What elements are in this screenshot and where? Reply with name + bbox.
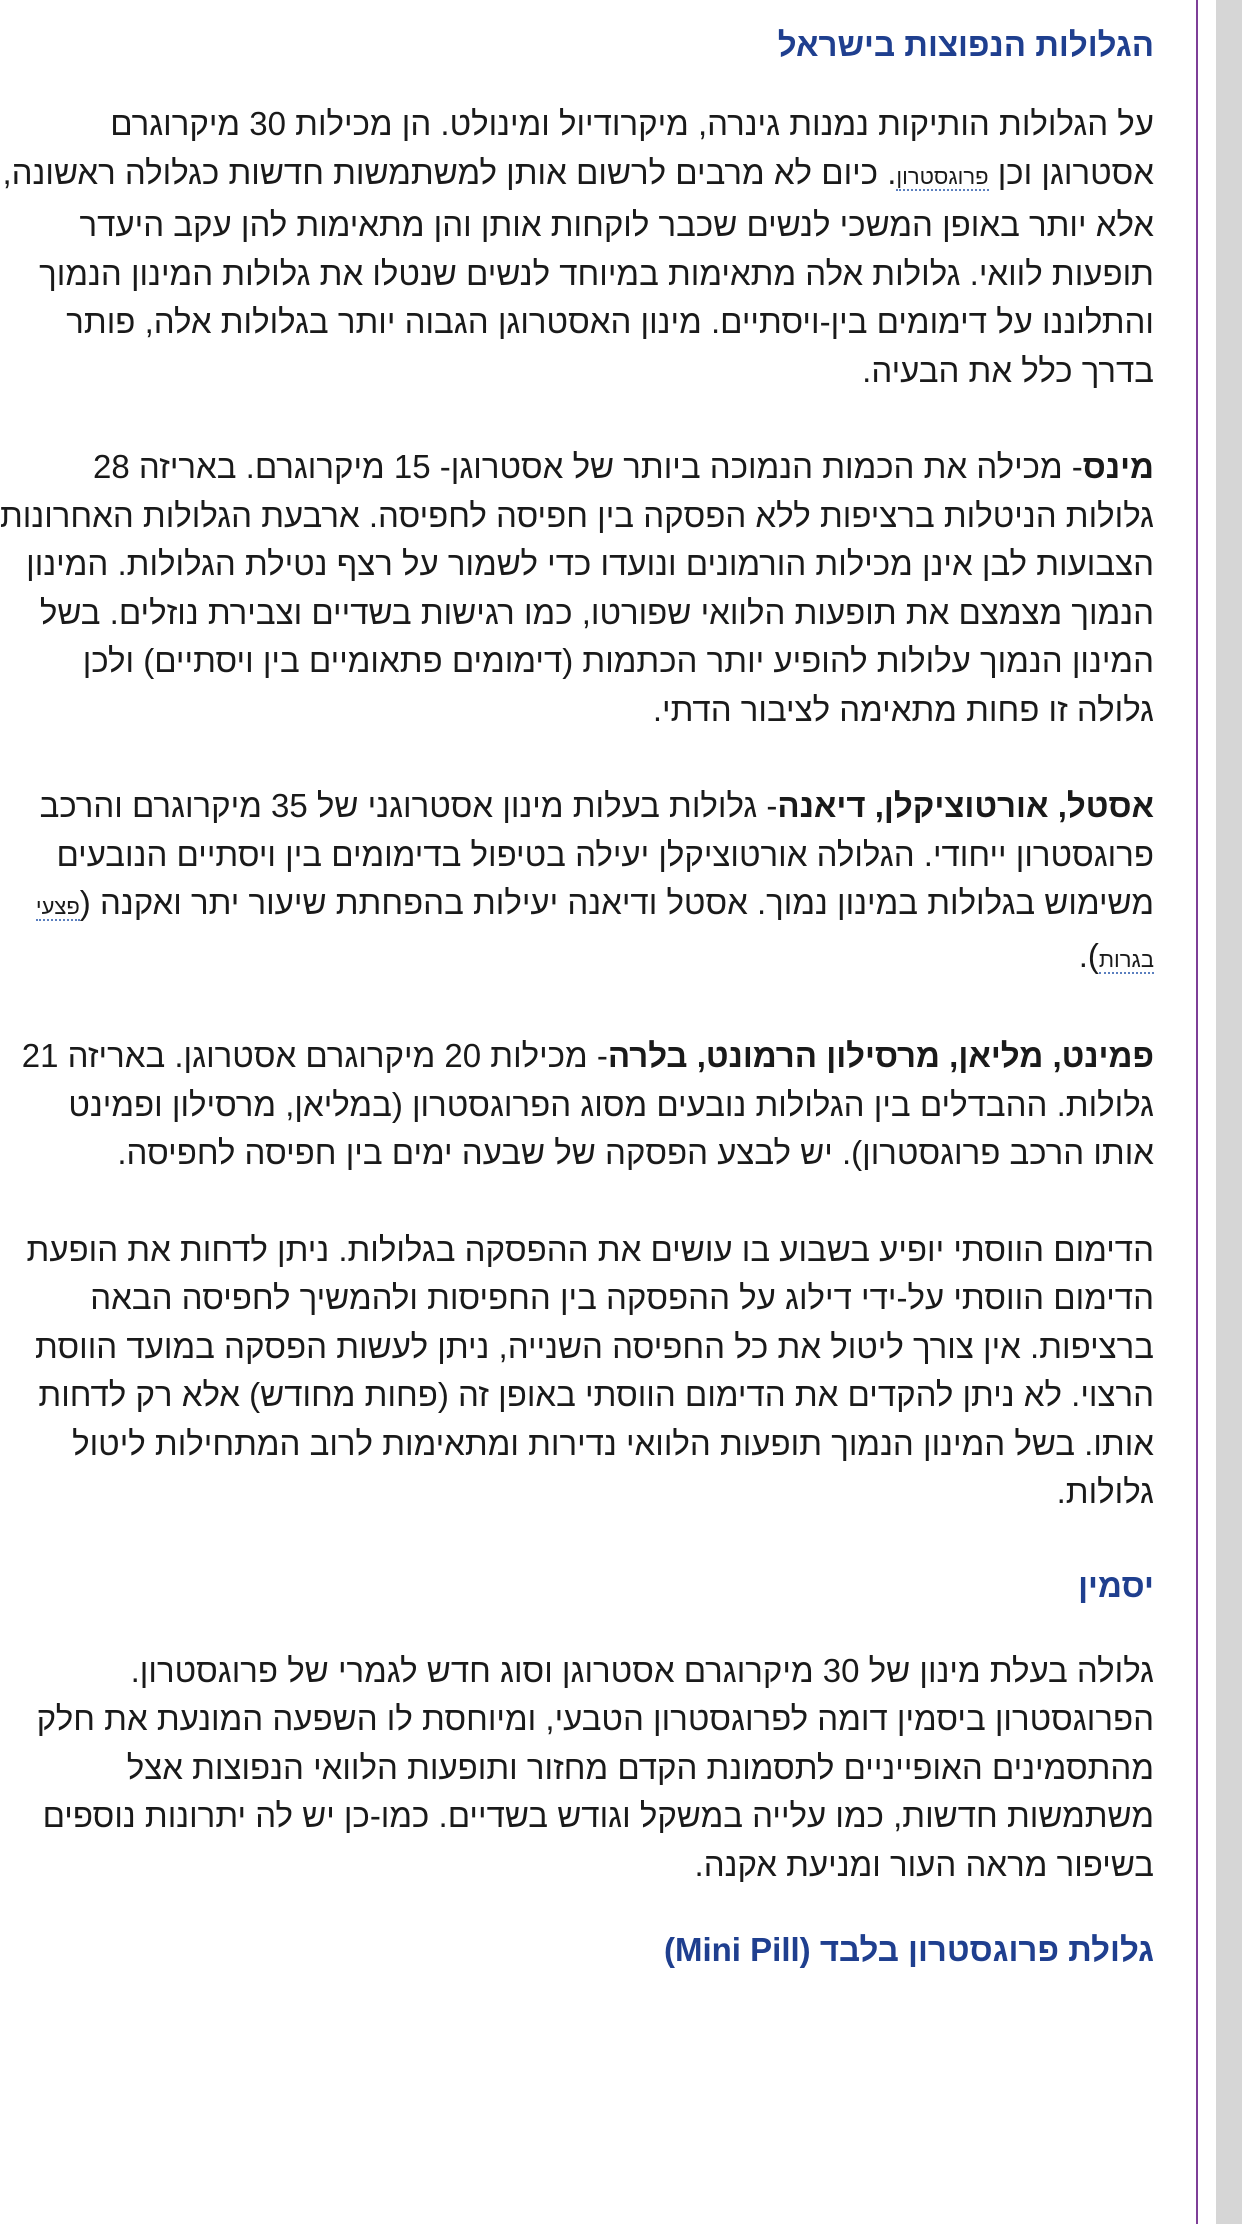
paragraph-estelle — [0, 782, 1154, 984]
paragraph-yasmin: גלולה בעלת מינון של 30 מיקרוגרם אסטרוגן וסוג חדש לגמרי של פרוגסטרון. הפרוגסטרון ביסמין דומה לפרוגסטרון הטבעי, ומיוחסת לו השפעה המונעת את חלק מהתסמינים האופייניים לתסמונת הקדם מחזור ותופעות הלוואי הנפוצות אצל משתמשות חדשות, כמו עלייה במשקל וגודש בשדיים. כמו-כן יש לה יתרונות נוספים בשיפור מראה העור ומניעת אקנה. — [36, 1651, 1154, 1883]
sidebar-gap — [1198, 0, 1216, 2224]
paragraph-text: - מכילה את הכמות הנמוכה ביותר של אסטרוגן- 15 מיקרוגרם. באריזה 28 גלולות הניטלות ברציפות ללא הפסקה בין חפיסה לחפיסה. ארבעת הגלולות האחרונות הצבועות לבן אינן מכילות הורמונים ונועדו כדי לשמור על רצף נטילת הגלולות. המינון הנמוך מצמצם את תופעות הלוואי שפורטו, כמו רגישות בשדיים וצבירת נוזלים. בשל המינון הנמוך עלולות להופיע יותר הכתמות (דימומים פתאומיים בין ויסתיים) ולכן גלולה זו פחות מתאימה לציבור הדתי. — [0, 448, 1154, 728]
glossary-link-progesterone[interactable]: פרוגסטרון — [896, 163, 989, 189]
paragraph-text: - גלולות בעלות מינון אסטרוגני של 35 מיקרוגרם והרכב פרוגסטרון ייחודי. הגלולה אורטוציקלן יעילה בטיפול בדימומים בין ויסתיים הנובעים משימוש בגלולות במינון נמוך. אסטל ודיאנה יעילות בהפחתת שיעור יתר ואקנה ( — [39, 787, 1154, 921]
paragraph-text: . כיום לא מרבים לרשום אותן למשתמשות חדשות כגלולה ראשונה, אלא יותר באופן המשכי לנשים שכבר לוקחות אותן והן מתאימות להן עקב היעדר תופעות לוואי. גלולות אלה מתאימות במיוחד לנשים שנטלו את גלולות המינון הנמוך והתלוננו על דימומים בין-ויסתיים. מינון האסטרוגן הגבוה יותר בגלולות אלה, פותר בדרך כלל את הבעיה. — [2, 153, 1154, 389]
section-heading-yasmin: יסמין — [1078, 1566, 1154, 1604]
pill-name-bold: פמינט, מליאן, מרסילון הרמונט, בלרה — [607, 1037, 1154, 1074]
glossary-link-acne[interactable]: פצעי בגרות — [35, 894, 1154, 972]
section-heading-common-pills: הגלולות הנפוצות בישראל — [777, 26, 1154, 63]
scrollbar-track[interactable] — [1216, 0, 1242, 2224]
paragraph-text: ). — [1078, 936, 1099, 974]
section-heading-mini-pill: גלולת פרוגסטרון בלבד (Mini Pill) — [663, 1931, 1154, 1968]
paragraph-minesse — [0, 443, 1154, 734]
paragraph-older-pills — [0, 100, 1154, 395]
paragraph-text: על הגלולות הותיקות נמנות גינרה, מיקרודיול ומינולט. הן מכילות 30 מיקרוגרם אסטרוגן וכן — [110, 105, 1154, 191]
paragraph-menstrual-bleeding: הדימום הווסתי יופיע בשבוע בו עושים את ההפסקה בגלולות. ניתן לדחות את הופעת הדימום הווסתי על-ידי דילוג על ההפסקה בין החפיסות ולהמשיך לחפיסה הבאה ברציפות. אין צורך ליטול את כל החפיסה השנייה, ניתן לעשות הפסקה במועד הווסת הרצוי. לא ניתן להקדים את הדימום הווסתי באופן זה (פחות מחודש) אלא רק לדחות אותו. בשל המינון הנמוך תופעות הלוואי נדירות ומתאימות לרוב המתחילות ליטול גלולות. — [26, 1230, 1154, 1510]
pill-name-bold: מינס — [1082, 448, 1154, 485]
paragraph-feminet — [0, 1032, 1154, 1178]
pill-name-bold: אסטל, אורטוציקלן, דיאנה — [777, 787, 1154, 824]
paragraph-text: - מכילות 20 מיקרוגרם אסטרוגן. באריזה 21 גלולות. ההבדלים בין הגלולות נובעים מסוג הפרוגסטרון (במליאן, מרסילון ופמינט אותו הרכב פרוגסטרון). יש לבצע הפסקה של שבעה ימים בין חפיסה לחפיסה. — [21, 1037, 1154, 1171]
